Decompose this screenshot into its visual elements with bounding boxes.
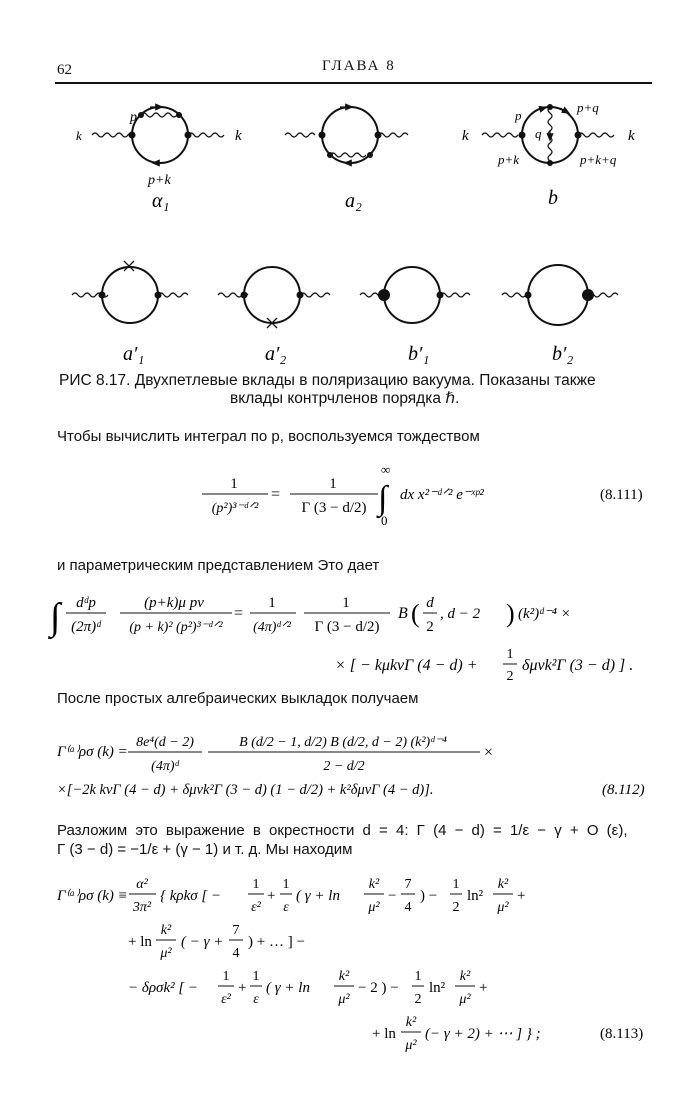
paragraph-intro: Чтобы вычислить интеграл по p, воспользуемся тождеством: [57, 428, 480, 445]
e113-l3-k2: k²: [338, 969, 350, 984]
feynman-diagrams-figure: [0, 90, 697, 370]
equation-8-112: [0, 728, 697, 808]
int-eq: =: [234, 605, 244, 622]
e113-l1-four: 4: [404, 900, 412, 915]
e113-l1-eps2: ε²: [251, 900, 261, 915]
b-k-right: k: [628, 128, 635, 144]
e113-l3-ln2: ln²: [429, 980, 446, 996]
e113-l3-one-b: 1: [252, 969, 260, 984]
e113-l4-b: (− γ + 2) + ⋯ ] } ;: [425, 1026, 541, 1042]
e112-line2: ×[−2k kνΓ (4 − d) + δμνk²Γ (3 − d) (1 − d/2) + k²δμνΓ (4 − d)].: [57, 782, 434, 798]
e111-lhs-num: 1: [230, 476, 238, 492]
e113-lhs: Γ⁽ᵃ⁾ρσ (k) ≡: [57, 888, 128, 904]
e113-l1-minus: −: [388, 888, 397, 904]
page-number: 62: [57, 62, 72, 78]
e113-l1-ln2: ln²: [467, 888, 484, 904]
e112-f2-num: B (d/2 − 1, d/2) B (d/2, d − 2) (k²)ᵈ⁻⁴: [239, 735, 447, 750]
diagram-a1-prime: [72, 261, 188, 323]
e113-l3-b: ( γ + ln: [266, 980, 310, 996]
e113-l4-mu2: μ²: [405, 1038, 417, 1053]
e113-l2-seven: 7: [232, 923, 240, 938]
int-f1-num: dᵈp: [76, 595, 96, 611]
int-f3-den: (4π)ᵈᐟ²: [253, 620, 291, 635]
e113-l1-mu2: μ²: [368, 900, 380, 915]
int-half-den: 2: [506, 669, 514, 684]
a1-k-left: k: [76, 128, 82, 143]
e111-number: (8.111): [600, 487, 643, 503]
equation-8-111: [0, 462, 697, 532]
e113-l1-plus: +: [267, 888, 276, 904]
a1-label: α₁: [152, 190, 170, 212]
b2-prime-label: b′₂: [552, 343, 574, 365]
e111-int: ∫: [378, 480, 388, 517]
header-rule: [55, 82, 652, 84]
int-bf-den: 2: [426, 619, 434, 635]
e113-l3-k2b: k²: [459, 969, 471, 984]
a1-p: p: [130, 110, 137, 125]
figure-caption-line2: вклады контрчленов порядка ℏ.: [230, 390, 460, 407]
paragraph-after-integral: После простых алгебраических выкладок получаем: [57, 690, 419, 707]
b1-prime-label: b′₁: [408, 343, 430, 365]
e113-l1-half-den: 2: [452, 900, 460, 915]
e112-f2-den: 2 − d/2: [323, 759, 365, 774]
e113-l1-mu2b: μ²: [497, 900, 509, 915]
equation-integral: [0, 585, 697, 685]
e111-lower: 0: [381, 513, 388, 528]
int-beta: B: [398, 605, 408, 622]
e113-l2-c: ) + … ] −: [248, 934, 305, 950]
diagram-b2-prime: [502, 265, 618, 325]
e113-l2-four: 4: [232, 946, 240, 961]
chapter-title: ГЛАВА 8: [322, 58, 396, 74]
e113-pref-num: α²: [136, 877, 148, 892]
b-pkq: p+k+q: [580, 152, 617, 167]
e112-number: (8.112): [602, 782, 645, 798]
e111-upper: ∞: [381, 462, 391, 477]
paragraph-expand-1: Разложим это выражение в окрестности d = 4: Γ (4 − d) = 1/ε − γ + O (ε),: [57, 822, 628, 839]
int-sign: ∫: [50, 596, 61, 638]
e113-l3-half-num: 1: [414, 969, 422, 984]
b-p: p: [515, 108, 522, 123]
e113-l1-one-a: 1: [252, 877, 260, 892]
e113-l1-a: { kρkσ [ −: [160, 888, 222, 904]
int-lparen: (: [411, 599, 420, 628]
e113-l1-eps: ε: [283, 900, 289, 915]
int-line2-b: δμνk²Γ (3 − d) ] .: [522, 657, 634, 674]
e111-eq: =: [271, 486, 281, 503]
e113-l3-mu2: μ²: [338, 992, 350, 1007]
e113-l3-plusend: +: [479, 980, 488, 996]
int-half-num: 1: [506, 647, 514, 662]
paragraph-expand-2: Γ (3 − d) = −1/ε + (γ − 1) и т. д. Мы находим: [57, 841, 353, 858]
e113-l2-k2: k²: [160, 923, 172, 938]
int-f4-den: Γ (3 − d/2): [314, 619, 380, 635]
e113-l3-one-a: 1: [222, 969, 230, 984]
e112-lhs: Γ⁽ᵃ⁾ρσ (k) =: [57, 744, 128, 760]
e112-f1-num: 8e⁴(d − 2): [136, 735, 194, 750]
e111-rhs-num: 1: [329, 476, 337, 492]
e113-l1-k2b: k²: [497, 877, 509, 892]
a1-prime-label: a′₁: [123, 343, 145, 365]
e113-l3-eps: ε: [253, 992, 259, 1007]
e111-lhs-den: (p²)³⁻ᵈᐟ²: [211, 501, 259, 516]
e113-l3-half-den: 2: [414, 992, 422, 1007]
equation-8-113: [0, 868, 697, 1058]
a1-pk: p+k: [148, 173, 171, 188]
e113-l1-close: ) −: [420, 888, 438, 904]
diagram-a2-prime: [218, 267, 330, 328]
a1-k-right: k: [235, 128, 242, 144]
a2-prime-label: a′₂: [265, 343, 287, 365]
diagram-a2: [285, 107, 408, 163]
e113-l3-plus: +: [238, 980, 247, 996]
int-beta-rest: , d − 2: [440, 606, 481, 622]
e113-l1-k2: k²: [368, 877, 380, 892]
e113-l2-a: + ln: [128, 934, 152, 950]
e113-l1-plusend: +: [517, 888, 526, 904]
diagram-b1-prime: [360, 267, 470, 323]
diagram-a1: [92, 107, 224, 163]
e113-l4-a: + ln: [372, 1026, 396, 1042]
a2-label: a₂: [345, 190, 362, 212]
e113-l3-mu2b: μ²: [459, 992, 471, 1007]
figure-caption-line1: РИС 8.17. Двухпетлевые вклады в поляризацию вакуума. Показаны также: [59, 372, 596, 389]
e111-rhs-den: Γ (3 − d/2): [301, 500, 367, 516]
int-rparen: ): [506, 599, 515, 628]
diagram-a2-vertices: [319, 132, 382, 159]
b-pq: p+q: [577, 100, 599, 115]
e113-l4-k2: k²: [405, 1015, 417, 1030]
b-label: b: [548, 187, 558, 209]
int-f1-den: (2π)ᵈ: [71, 619, 101, 635]
e113-l1-one-b: 1: [282, 877, 290, 892]
int-f3-num: 1: [268, 595, 276, 611]
b-q: q: [535, 126, 542, 141]
e113-l1-half-num: 1: [452, 877, 460, 892]
e113-l3-c: − 2 ) −: [358, 980, 399, 996]
int-line2-a: × [ − kμkνΓ (4 − d) +: [335, 657, 478, 674]
int-f2-num: (p+k)μ pν: [144, 595, 204, 611]
int-bf-num: d: [426, 595, 434, 611]
b-pk: p+k: [498, 152, 520, 167]
e113-l1-seven: 7: [404, 877, 412, 892]
e113-number: (8.113): [600, 1026, 644, 1042]
e113-l1-b: ( γ + ln: [296, 888, 340, 904]
e113-l3-a: − δρσk² [ −: [128, 980, 199, 996]
int-tail1: (k²)ᵈ⁻⁴ ×: [518, 606, 571, 622]
paragraph-after-identity: и параметрическим представлением Это дает: [57, 557, 380, 574]
e113-l2-mu2: μ²: [160, 946, 172, 961]
e113-pref-den: 3π²: [132, 900, 152, 915]
e111-integrand: dx x²⁻ᵈᐟ² e⁻ˣᵖ²: [400, 487, 484, 503]
int-f4-num: 1: [342, 595, 350, 611]
e112-f1-den: (4π)ᵈ: [151, 759, 179, 774]
int-f2-den: (p + k)² (p²)³⁻ᵈᐟ²: [129, 620, 223, 635]
e113-l3-eps2: ε²: [221, 992, 231, 1007]
e112-times: ×: [484, 744, 494, 761]
e113-l2-b: ( − γ +: [181, 934, 224, 950]
b-k-left: k: [462, 128, 469, 144]
